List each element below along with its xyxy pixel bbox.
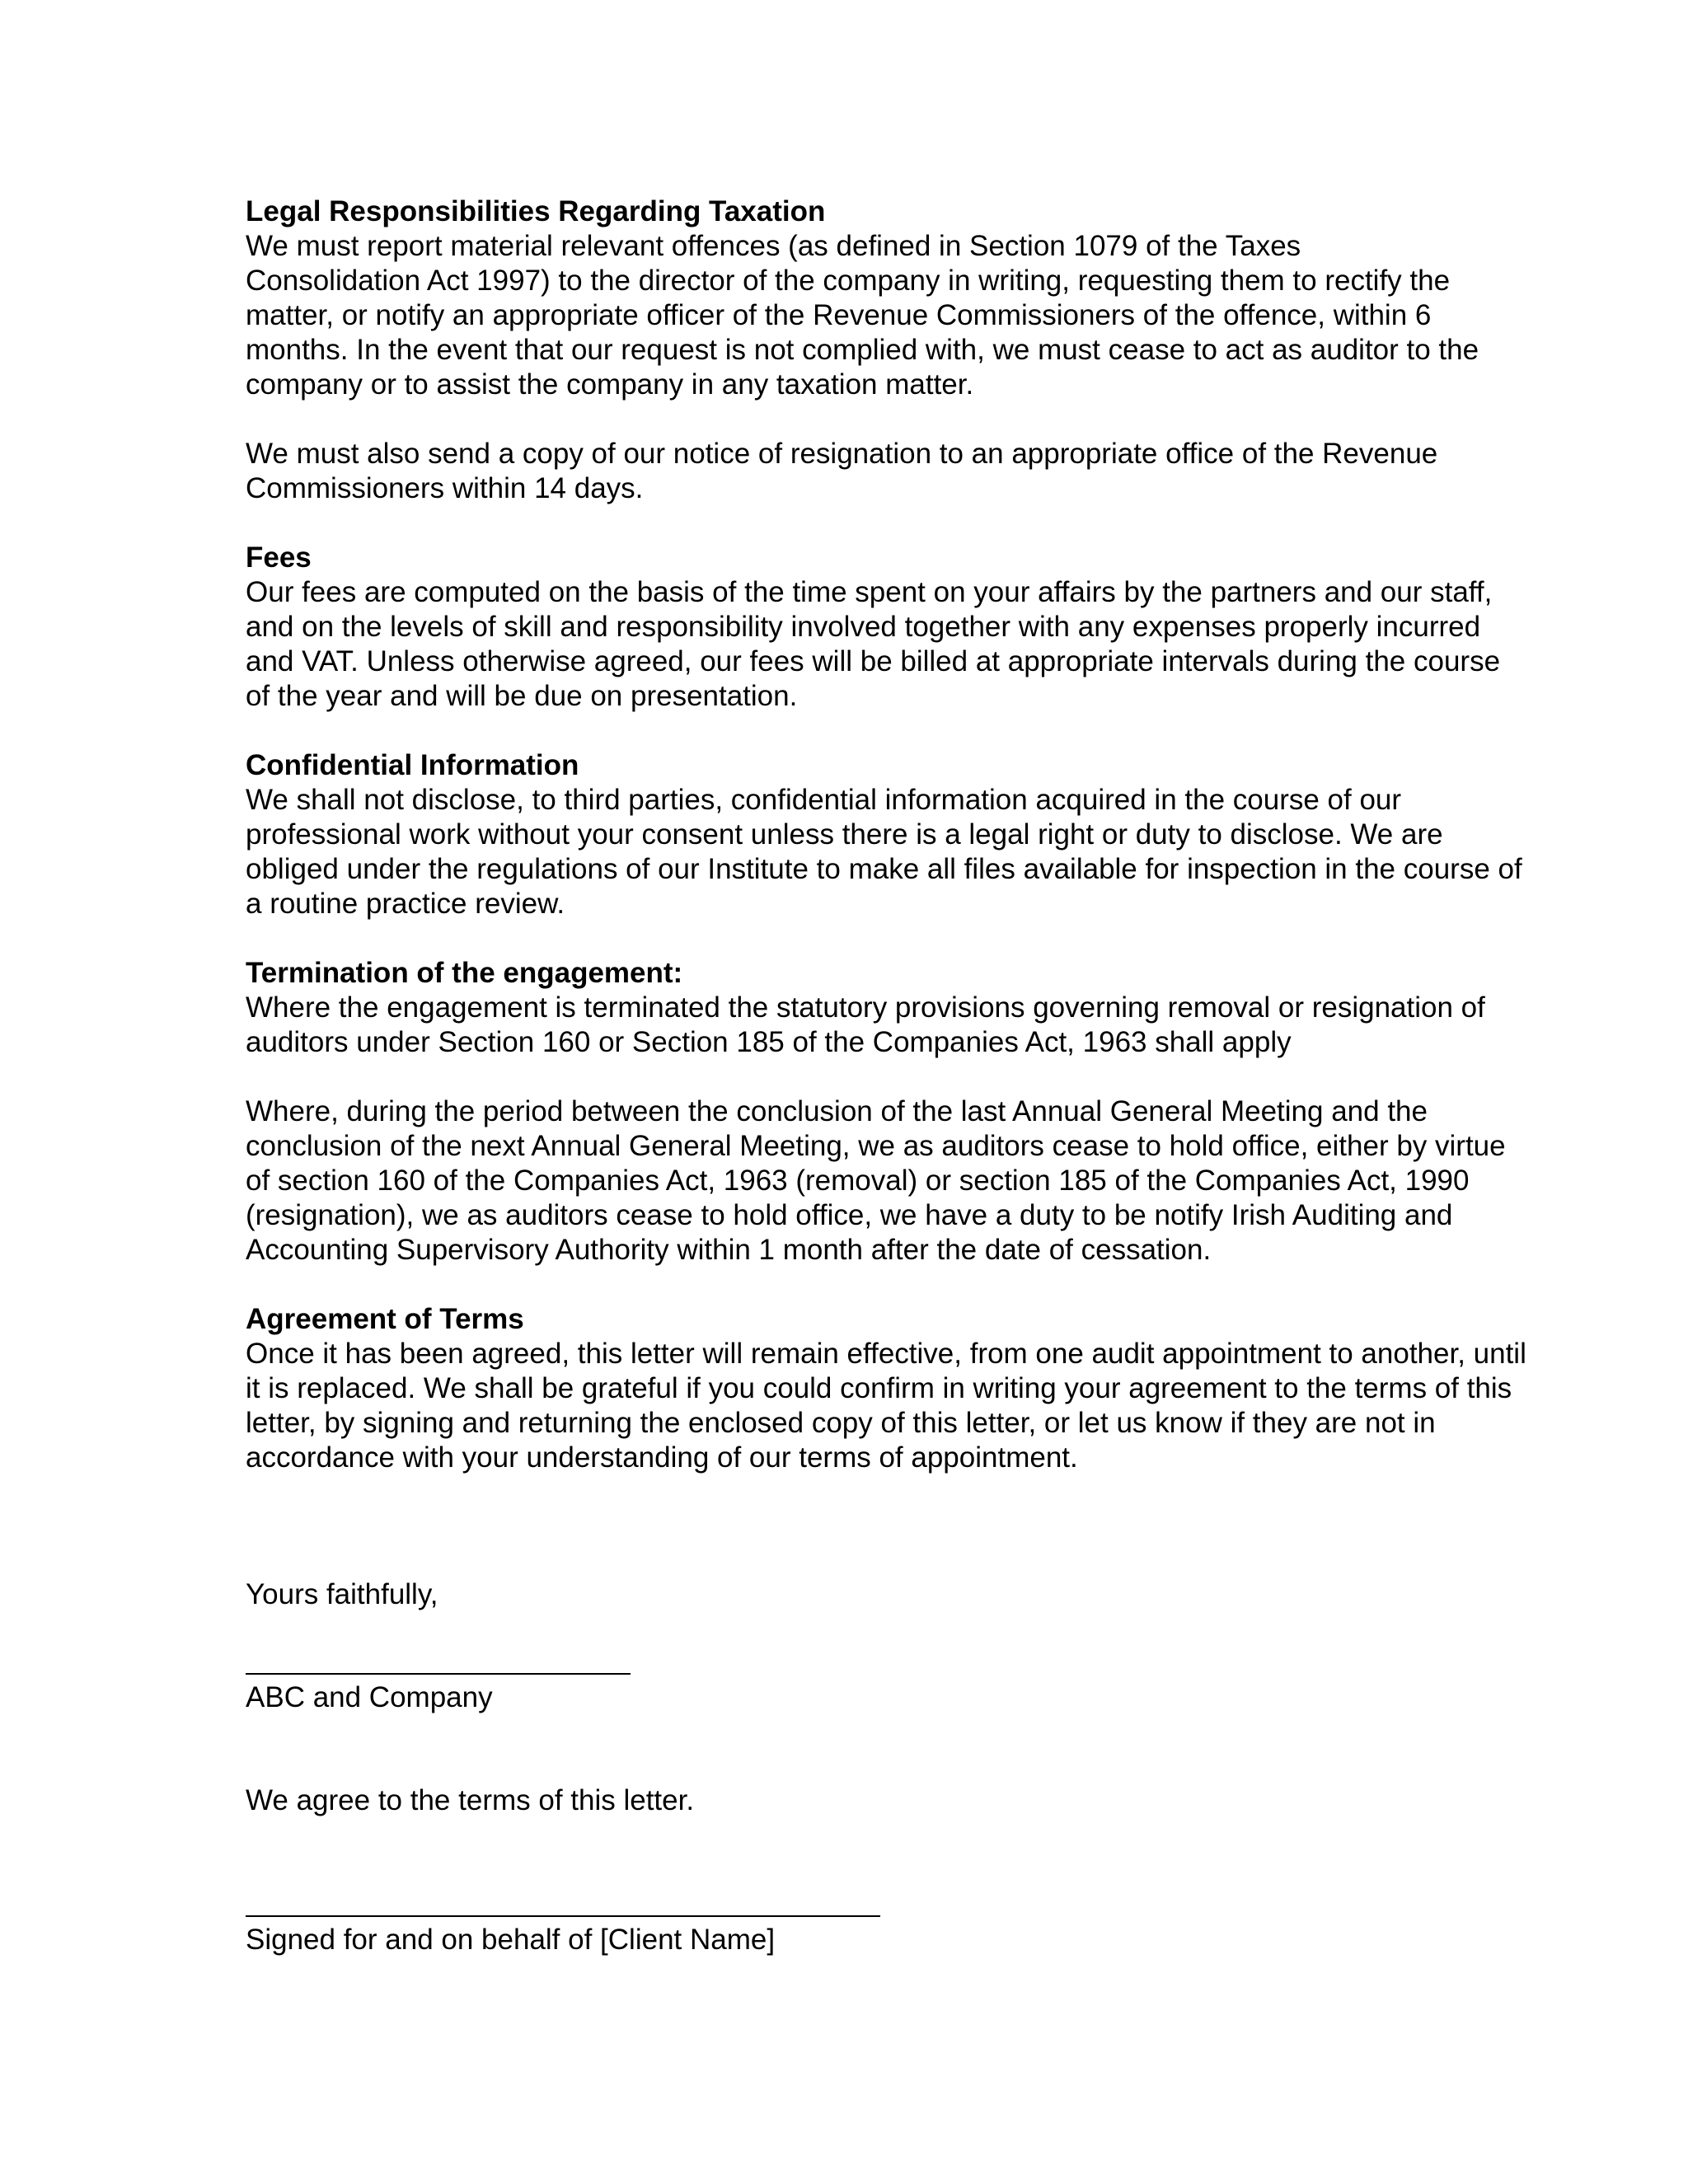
section-termination	[246, 956, 1647, 1060]
paragraph-line: matter, or notify an appropriate officer of the Revenue Commissioners of the offence, within 6	[246, 299, 1432, 331]
paragraph-line: We shall not disclose, to third parties, confidential information acquired in the course of our	[246, 784, 1402, 816]
salutation: Yours faithfully,	[246, 1578, 438, 1610]
paragraph-line: Accounting Supervisory Authority within 1 month after the date of cessation.	[246, 1234, 1212, 1266]
firm-signature-line	[246, 1673, 631, 1675]
section-fees	[246, 541, 1647, 714]
paragraph-line: months. In the event that our request is not complied with, we must cease to act as auditor to the	[246, 334, 1479, 366]
paragraph-line: letter, by signing and returning the enclosed copy of this letter, or let us know if they are not in	[246, 1407, 1436, 1439]
firm-name: ABC and Company	[246, 1681, 493, 1713]
section-heading: Legal Responsibilities Regarding Taxation	[246, 195, 826, 227]
section-paragraph	[246, 229, 1647, 402]
section-legal-responsibilities-taxation	[246, 194, 1647, 402]
section-paragraph	[246, 575, 1647, 714]
paragraph-line: it is replaced. We shall be grateful if you could confirm in writing your agreement to the terms of this	[246, 1372, 1512, 1404]
paragraph-line: Where the engagement is terminated the statutory provisions governing removal or resignation of	[246, 991, 1485, 1024]
agreement-statement: We agree to the terms of this letter.	[246, 1784, 695, 1816]
section-heading: Termination of the engagement:	[246, 957, 683, 989]
paragraph-line: We must also send a copy of our notice of resignation to an appropriate office of the Revenue	[246, 438, 1438, 470]
paragraph-line: accordance with your understanding of our terms of appointment.	[246, 1441, 1078, 1474]
paragraph-line: obliged under the regulations of our Institute to make all files available for inspection in the course of	[246, 853, 1522, 885]
client-signature-line	[246, 1915, 880, 1917]
section-paragraph	[246, 991, 1647, 1060]
paragraph-line: We must report material relevant offences (as defined in Section 1079 of the Taxes	[246, 230, 1301, 262]
paragraph-line: professional work without your consent unless there is a legal right or duty to disclose. We are	[246, 818, 1443, 851]
section-paragraph	[246, 1337, 1647, 1475]
paragraph-line: and on the levels of skill and responsibility involved together with any expenses properly incurred	[246, 611, 1481, 643]
section-termination-cessation	[246, 1094, 1647, 1268]
paragraph-line: (resignation), we as auditors cease to hold office, we have a duty to be notify Irish Auditing and	[246, 1199, 1453, 1231]
section-heading: Confidential Information	[246, 749, 579, 781]
paragraph-line: auditors under Section 160 or Section 185 of the Companies Act, 1963 shall apply	[246, 1026, 1292, 1058]
paragraph-line: Where, during the period between the conclusion of the last Annual General Meeting and the	[246, 1095, 1428, 1127]
section-heading: Fees	[246, 541, 312, 574]
paragraph-line: company or to assist the company in any taxation matter.	[246, 368, 974, 401]
section-resignation-notice	[246, 437, 1647, 506]
paragraph-line: Commissioners within 14 days.	[246, 472, 644, 504]
paragraph-line: a routine practice review.	[246, 888, 565, 920]
section-paragraph	[246, 783, 1647, 921]
paragraph-line: of section 160 of the Companies Act, 1963 (removal) or section 185 of the Companies Act, 1990	[246, 1165, 1470, 1197]
paragraph-line: Once it has been agreed, this letter will remain effective, from one audit appointment to another, until	[246, 1338, 1526, 1370]
section-confidential-information	[246, 748, 1647, 921]
paragraph-line: and VAT. Unless otherwise agreed, our fees will be billed at appropriate intervals during the course	[246, 645, 1501, 677]
client-signature-caption: Signed for and on behalf of [Client Name]	[246, 1924, 776, 1956]
section-paragraph	[246, 1094, 1647, 1268]
paragraph-line: conclusion of the next Annual General Meeting, we as auditors cease to hold office, either by virtue	[246, 1130, 1506, 1162]
paragraph-line: Our fees are computed on the basis of the time spent on your affairs by the partners and our staff,	[246, 576, 1493, 608]
section-heading: Agreement of Terms	[246, 1303, 524, 1335]
section-paragraph	[246, 437, 1647, 506]
paragraph-line: of the year and will be due on presentation.	[246, 680, 798, 712]
section-agreement-of-terms	[246, 1302, 1647, 1475]
letter-body	[246, 194, 1647, 1510]
paragraph-line: Consolidation Act 1997) to the director of the company in writing, requesting them to rectify the	[246, 265, 1451, 297]
